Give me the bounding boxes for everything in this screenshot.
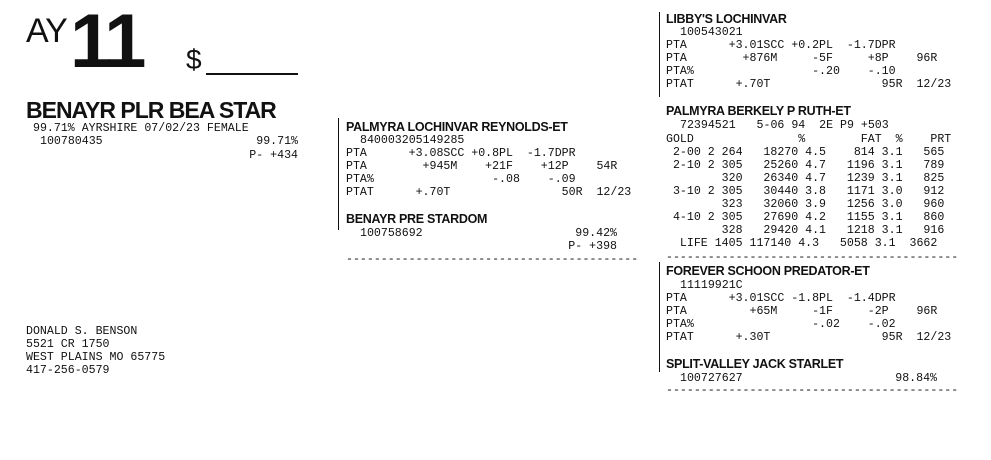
pedigree-bracket-bottom xyxy=(659,262,660,372)
consignor-phone: 417-256-0579 xyxy=(26,364,110,377)
sire-name: PALMYRA LOCHINVAR REYNOLDS-ET xyxy=(346,120,568,134)
animal-percent: 99.71% xyxy=(256,135,298,148)
sire-sire-pta-line: PTA +3.01SCC +0.2PL -1.7DPR xyxy=(666,39,896,52)
dam-name: BENAYR PRE STARDOM xyxy=(346,212,488,226)
dam-percent: 99.42% xyxy=(575,227,617,240)
record-row: 328 29420 4.1 1218 3.1 916 xyxy=(666,224,945,237)
sire-sire-pta-line: PTA% -.20 -.10 xyxy=(666,65,896,78)
sire-pta-line: PTA% -.08 -.09 xyxy=(346,173,576,186)
consignor-name: DONALD S. BENSON xyxy=(26,325,138,338)
dam-sire-pta-line: PTA +3.01SCC -1.8PL -1.4DPR xyxy=(666,292,896,305)
dam-sire-pta-line: PTAT +.30T 95R 12/23 xyxy=(666,331,952,344)
dam-ppa: P- +398 xyxy=(568,240,617,253)
record-row: 320 26340 4.7 1239 3.1 825 xyxy=(666,172,945,185)
animal-info: 99.71% AYRSHIRE 07/02/23 FEMALE xyxy=(33,122,249,135)
sire-dam-name: PALMYRA BERKELY P RUTH-ET xyxy=(666,104,851,118)
records-header: GOLD % FAT % PRT xyxy=(666,133,952,146)
dam-dam-percent: 98.84% xyxy=(895,372,937,385)
breed-code: AY xyxy=(26,12,67,50)
dam-dam-name: SPLIT-VALLEY JACK STARLET xyxy=(666,357,844,371)
separator-line: ------------------------------------------ xyxy=(666,384,959,397)
animal-ppa: P- +434 xyxy=(249,149,298,162)
animal-reg: 100780435 xyxy=(40,135,103,148)
animal-name: BENAYR PLR BEA STAR xyxy=(26,97,276,123)
dam-sire-pta-line: PTA% -.02 -.02 xyxy=(666,318,896,331)
sire-pta-line: PTA +945M +21F +12P 54R xyxy=(346,160,618,173)
consignor-block xyxy=(26,325,165,377)
sire-sire-pta-line: PTAT +.70T 95R 12/23 xyxy=(666,78,952,91)
dam-sire-reg: 11119921C xyxy=(680,279,743,292)
sire-dam-reg-line: 72394521 5-06 94 2E P9 +503 xyxy=(680,119,889,132)
records-table xyxy=(666,146,944,250)
record-row: 323 32060 3.9 1256 3.0 960 xyxy=(666,198,945,211)
sire-sire-name: LIBBY'S LOCHINVAR xyxy=(666,12,787,26)
currency-symbol: $ xyxy=(186,44,202,75)
sire-sire-reg: 100543021 xyxy=(680,26,743,39)
sire-pta-line: PTAT +.70T 50R 12/23 xyxy=(346,186,632,199)
sire-sire-pta-block xyxy=(666,39,951,91)
sire-pta-line: PTA +3.08SCC +0.8PL -1.7DPR xyxy=(346,147,576,160)
sire-pta-block xyxy=(346,147,631,199)
sire-sire-pta-line: PTA +876M -5F +8P 96R xyxy=(666,52,938,65)
separator-line: ------------------------------------------ xyxy=(666,251,959,264)
dam-sire-pta-block xyxy=(666,292,951,344)
record-row: 3-10 2 305 30440 3.8 1171 3.0 912 xyxy=(666,185,945,198)
consignor-city: WEST PLAINS MO 65775 xyxy=(26,351,166,364)
record-row: 2-10 2 305 25260 4.7 1196 3.1 789 xyxy=(666,159,945,172)
price-blank-line xyxy=(206,73,298,75)
record-row: LIFE 1405 117140 4.3 5058 3.1 3662 xyxy=(666,237,938,250)
dam-sire-name: FOREVER SCHOON PREDATOR-ET xyxy=(666,264,870,278)
pedigree-bracket-mid xyxy=(338,118,339,230)
record-row: 4-10 2 305 27690 4.2 1155 3.1 860 xyxy=(666,211,945,224)
lot-number: 11 xyxy=(70,0,143,84)
dam-sire-pta-line: PTA +65M -1F -2P 96R xyxy=(666,305,938,318)
separator-line: ------------------------------------------ xyxy=(346,253,639,266)
dam-reg: 100758692 xyxy=(360,227,423,240)
dam-dam-reg: 100727627 xyxy=(680,372,743,385)
sire-reg: 840003205149285 xyxy=(360,134,465,147)
consignor-address: 5521 CR 1750 xyxy=(26,338,110,351)
pedigree-bracket-top xyxy=(659,12,660,97)
record-row: 2-00 2 264 18270 4.5 814 3.1 565 xyxy=(666,146,945,159)
